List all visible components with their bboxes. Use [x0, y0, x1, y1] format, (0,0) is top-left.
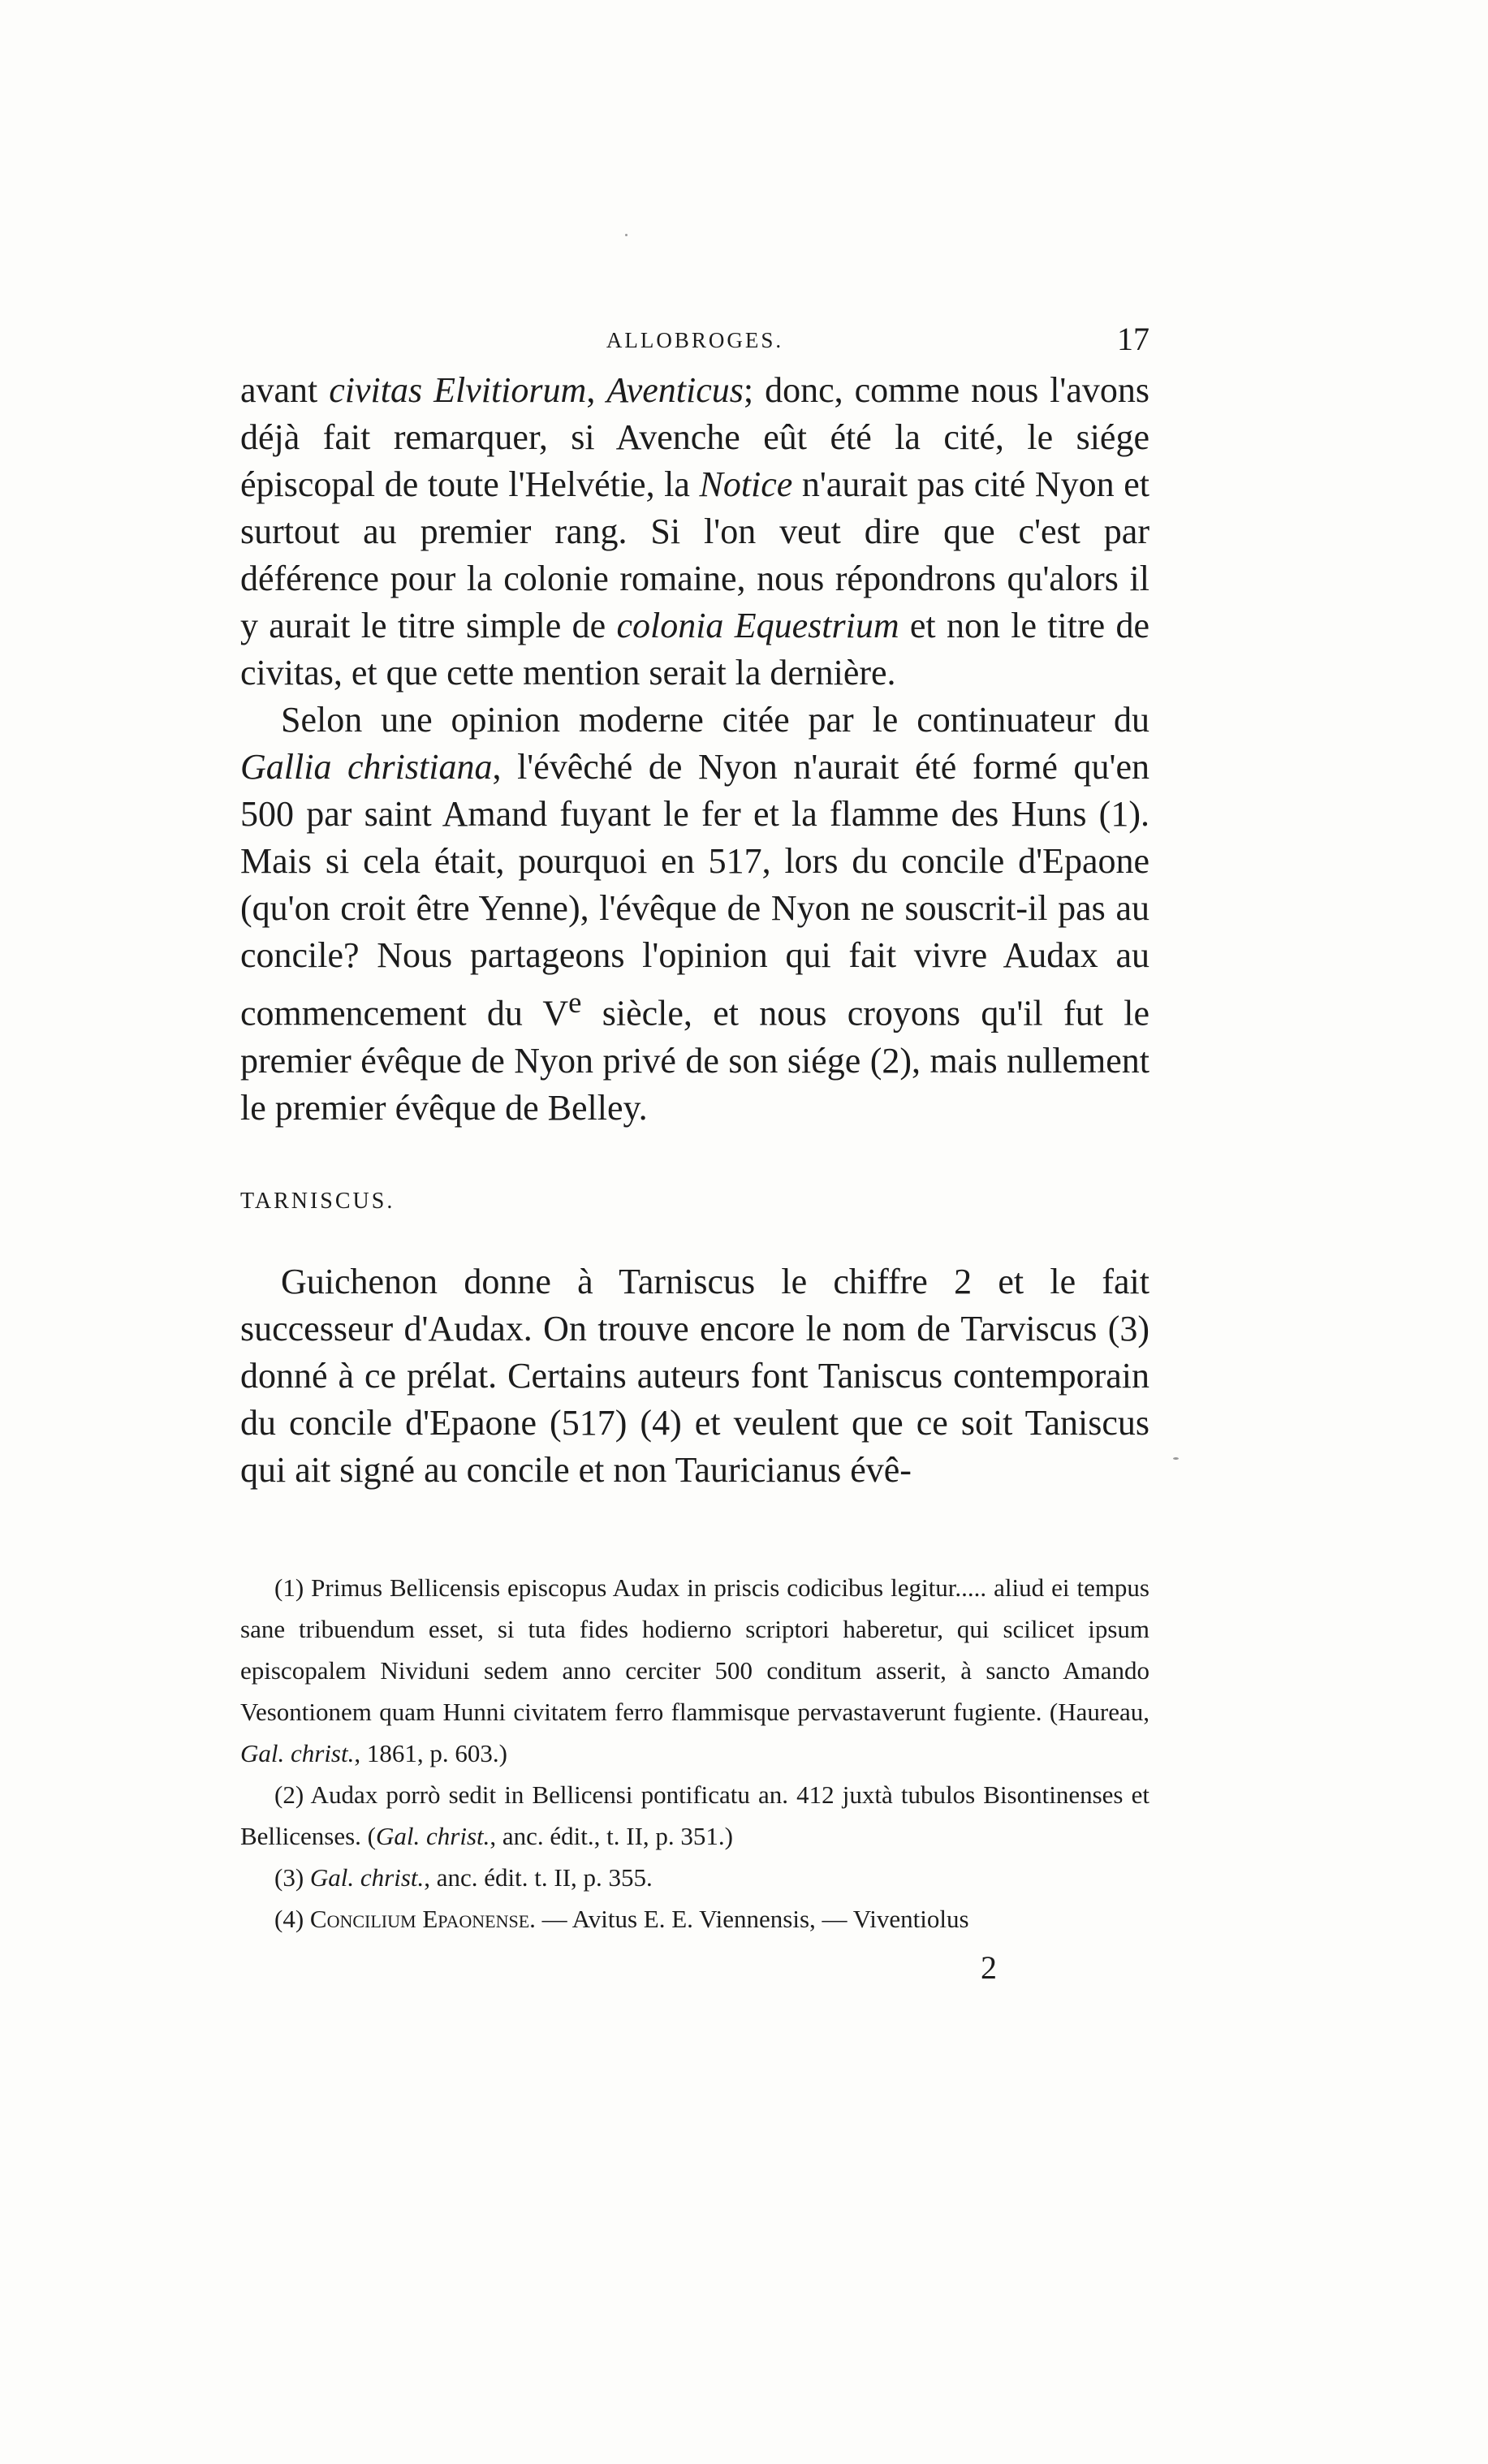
text-run: Selon une opinion moderne citée par le continuateur du: [281, 700, 1149, 740]
text-run: ; donc, comme nous l'avons déjà fait remarquer, si Avenche eût été la cité, le siége épiscopal de toute l'Helvétie, la: [240, 370, 1149, 504]
text-run: , 1861, p. 603.): [354, 1739, 507, 1767]
section-heading: TARNISCUS.: [240, 1188, 395, 1214]
italic-text: Gal. christ.: [240, 1739, 355, 1767]
text-run: Concilium Epaonense.: [309, 1905, 536, 1933]
paragraph: [240, 697, 1149, 1132]
text-run: Guichenon donne à Tarniscus le chiffre 2 et le fait successeur d'Audax. On trouve encore le nom de Tarviscus (3) donné à ce prélat. Certains auteurs font Taniscus contemporain du concile d'Epaone (517) (4) et veulent que ce soit Taniscus qui ait signé au concile et non Tauricianus évê-: [240, 1261, 1149, 1490]
text-run: ,: [586, 370, 607, 410]
text-run: , anc. édit. t. II, p. 355.: [424, 1863, 653, 1892]
footnote: [240, 1774, 1149, 1857]
paragraph: [240, 367, 1149, 697]
text-run: (4): [274, 1905, 310, 1933]
footnote: [240, 1857, 1149, 1898]
text-run: (3): [274, 1863, 310, 1892]
paragraph: [240, 1258, 1149, 1494]
italic-text: civitas Elvitiorum: [329, 370, 587, 410]
running-title: ALLOBROGES.: [606, 328, 784, 352]
page-header: [240, 323, 1149, 364]
text-run: — Avitus E. E. Viennensis, — Viventiolus: [535, 1905, 969, 1933]
scan-speck: [1173, 1457, 1179, 1460]
italic-text: colonia Equestrium: [616, 606, 899, 645]
text-run: siècle, et nous croyons qu'il fut le premier évêque de Nyon privé de son siége (2), mais nullement le premier évêque de Belley.: [240, 993, 1149, 1128]
superscript: e: [568, 986, 582, 1019]
footnote: [240, 1567, 1149, 1774]
scan-speck: [625, 234, 628, 236]
italic-text: Gal. christ.: [376, 1822, 490, 1850]
text-run: (2) Audax porrò sedit in Bellicensi pontificatu an. 412 juxtà tubulos Bisontinenses et Bellicenses. (: [240, 1780, 1149, 1850]
text-run: n'aurait pas cité Nyon et surtout au premier rang. Si l'on veut dire que c'est par déférence pour la colonie romaine, nous répondrons qu'alors il y aurait le titre simple de: [240, 464, 1149, 645]
signature-mark: 2: [981, 1949, 997, 1986]
footnotes: [240, 1567, 1149, 1940]
text-run: (1) Primus Bellicensis episcopus Audax in priscis codicibus legitur..... aliud ei tempus sane tribuendum esset, si tuta fides hodierno scriptori haberetur, qui scilicet ipsum episcopalem Nividuni sedem anno cerciter 500 conditum asserit, à sancto Amando Vesontionem quam Hunni civitatem ferro flammisque pervastaverunt fugiente. (Haureau,: [240, 1573, 1149, 1726]
text-run: , anc. édit., t. II, p. 351.): [490, 1822, 733, 1850]
italic-text: Gallia christiana: [240, 747, 493, 787]
body-text: [240, 367, 1149, 1494]
italic-text: Notice: [699, 464, 793, 504]
page-number: 17: [1117, 321, 1149, 357]
italic-text: Gal. christ.: [309, 1863, 425, 1892]
text-run: avant: [240, 370, 330, 410]
text-run: , l'évêché de Nyon n'aurait été formé qu'en 500 par saint Amand fuyant le fer et la flamme des Huns (1). Mais si cela était, pourquoi en 517, lors du concile d'Epaone (qu'on croit être Yenne), l'évêque de Nyon ne souscrit-il pas au concile? Nous partageons l'opinion qui fait vivre Audax au commencement du V: [240, 747, 1149, 1033]
text-run: et non le titre de civitas, et que cette mention serait la dernière.: [240, 606, 1149, 693]
italic-text: Aventicus: [606, 370, 744, 410]
footnote: [240, 1898, 1149, 1940]
